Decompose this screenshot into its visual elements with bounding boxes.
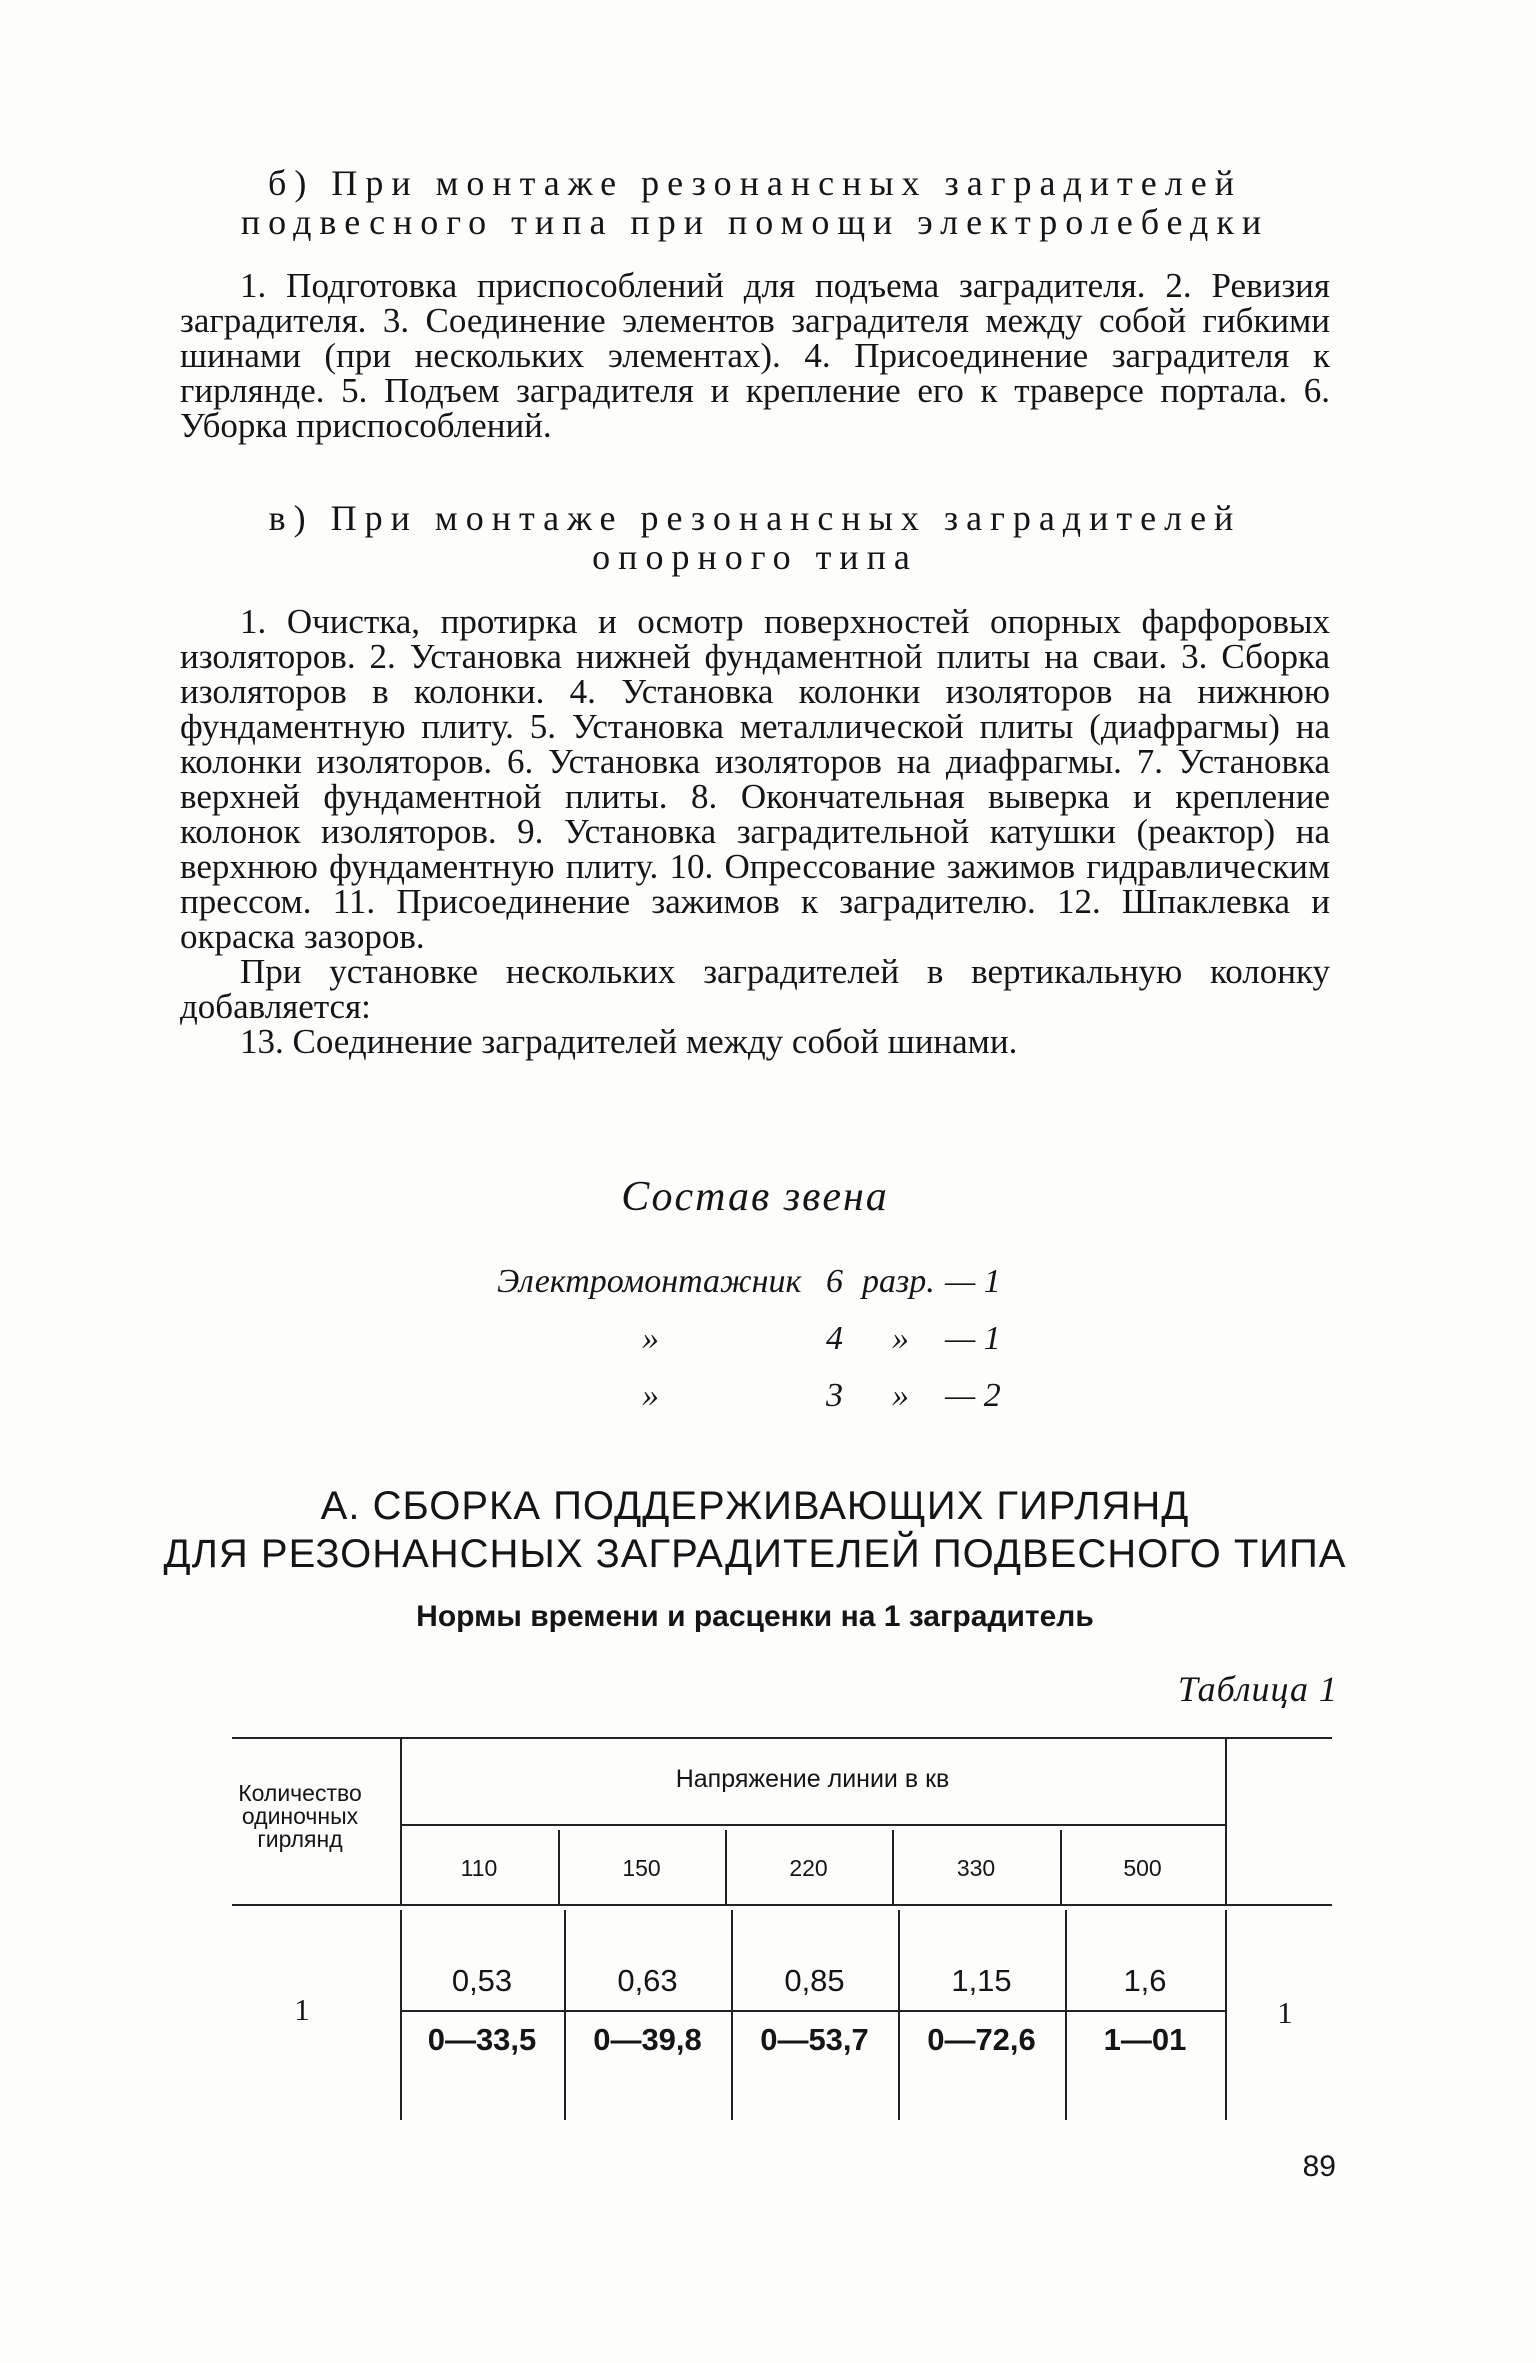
voltage-330: 330 xyxy=(956,1855,996,1881)
table-vline-b0 xyxy=(400,1910,402,2120)
norm-150: 0,63 xyxy=(617,1963,678,1998)
row-index: 1 xyxy=(1277,1995,1293,2030)
voltage-110: 110 xyxy=(460,1855,498,1881)
norms-heading: Нормы времени и расценки на 1 заградитель xyxy=(416,1600,1094,1633)
crew-row-2-name: » xyxy=(642,1320,659,1357)
crew-row-1-grade: 6 xyxy=(826,1263,843,1300)
rate-110: 0—33,5 xyxy=(427,2022,537,2057)
rate-330: 0—72,6 xyxy=(927,2022,1036,2057)
row-header-line2: одиночных xyxy=(241,1803,359,1829)
section-v-paragraph xyxy=(180,604,1330,1059)
section-v-text2: При установке нескольких заградителей в вертикальную колонку добавляется: xyxy=(180,952,1330,1026)
section-b-title-line2: подвесного типа при помощи электролебедки xyxy=(240,202,1270,242)
table-value-divider xyxy=(400,2010,1225,2012)
norm-500: 1,6 xyxy=(1123,1963,1167,1998)
page-number: 89 xyxy=(1302,2150,1336,2183)
crew-row-1-name: Электромонтажник xyxy=(497,1263,802,1300)
table-vline-header-right xyxy=(1225,1737,1227,1904)
section-v-text3: 13. Соединение заградителей между собой шинами. xyxy=(240,1022,1018,1061)
voltage-500: 500 xyxy=(1123,1855,1162,1881)
crew-row-2-unit: » xyxy=(892,1320,909,1357)
voltage-150: 150 xyxy=(622,1855,661,1881)
section-b-title-line1: б) При монтаже резонансных заградителей xyxy=(268,163,1242,203)
row-count: 1 xyxy=(294,1992,310,2027)
crew-title: Состав звена xyxy=(621,1174,889,1220)
table-top-rule xyxy=(232,1737,1332,1739)
table-vline-b2 xyxy=(731,1910,733,2120)
section-v-title-line1: в) При монтаже резонансных заградителей xyxy=(268,498,1242,538)
table-vline-b4 xyxy=(1065,1910,1067,2120)
row-header-line1: Количество xyxy=(238,1780,362,1806)
section-b-paragraph xyxy=(180,268,1330,443)
section-v-title-line2: опорного типа xyxy=(592,537,918,577)
section-v-text1: 1. Очистка, протирка и осмотр поверхностей опорных фарфоровых изоляторов. 2. Установка нижней фундаментной плиты на сваи. 3. Сборка изоляторов в колонки. 4. Установка колонки изоляторов на нижнюю фундаментную плиту. 5. Установка металлической плиты (диафрагмы) на колонки изоляторов. 6. Установка изоляторов на диафрагмы. 7. Установка верхней фундаментной плиты. 8. Окончательная выверка и крепление колонок изоляторов. 9. Установка заградительной катушки (реактор) на верхнюю фундаментную плиту. 10. Опрессование зажимов гидравлическим прессом. 11. Присоединение зажимов к заградителю. 12. Шпаклевка и окраска зазоров. xyxy=(180,602,1330,956)
table-label: Таблица 1 xyxy=(1177,1669,1338,1709)
crew-row-2-grade: 4 xyxy=(826,1320,843,1357)
table-vline-b1 xyxy=(564,1910,566,2120)
rate-220: 0—53,7 xyxy=(760,2022,869,2057)
section-b-text: 1. Подготовка приспособлений для подъема заградителя. 2. Ревизия заградителя. 3. Соединение элементов заградителя между собой гибкими шинами (при нескольких элементах). 4. Присоединение заградителя к гирлянде. 5. Подъем заградителя и крепление его к траверсе портала. 6. Уборка приспособлений. xyxy=(180,266,1330,445)
crew-row-3-unit: » xyxy=(892,1377,909,1414)
rate-150: 0—39,8 xyxy=(593,2022,702,2057)
crew-row-2-count: — 1 xyxy=(945,1320,1001,1357)
norm-220: 0,85 xyxy=(784,1963,845,1998)
norm-330: 1,15 xyxy=(951,1963,1012,1998)
section-a-title-line2: ДЛЯ РЕЗОНАНСНЫХ ЗАГРАДИТЕЛЕЙ ПОДВЕСНОГО ТИПА xyxy=(163,1532,1347,1576)
table-vline-b3 xyxy=(898,1910,900,2120)
table-header-bottom-rule xyxy=(232,1904,1332,1906)
crew-row-3-name: » xyxy=(642,1377,659,1414)
norm-110: 0,53 xyxy=(451,1963,513,1998)
crew-row-1-unit: разр. xyxy=(862,1263,935,1300)
crew-row-3-grade: 3 xyxy=(826,1377,843,1414)
crew-row-3-count: — 2 xyxy=(945,1377,1001,1414)
section-a-title-line1: А. СБОРКА ПОДДЕРЖИВАЮЩИХ ГИРЛЯНД xyxy=(320,1484,1190,1528)
table-header-divider xyxy=(400,1824,1225,1826)
voltage-header: Напряжение линии в кв xyxy=(675,1765,950,1793)
crew-row-1-count: — 1 xyxy=(945,1263,1001,1300)
row-header-line3: гирлянд xyxy=(257,1826,343,1852)
voltage-220: 220 xyxy=(789,1855,828,1881)
rate-500: 1—01 xyxy=(1103,2022,1187,2057)
